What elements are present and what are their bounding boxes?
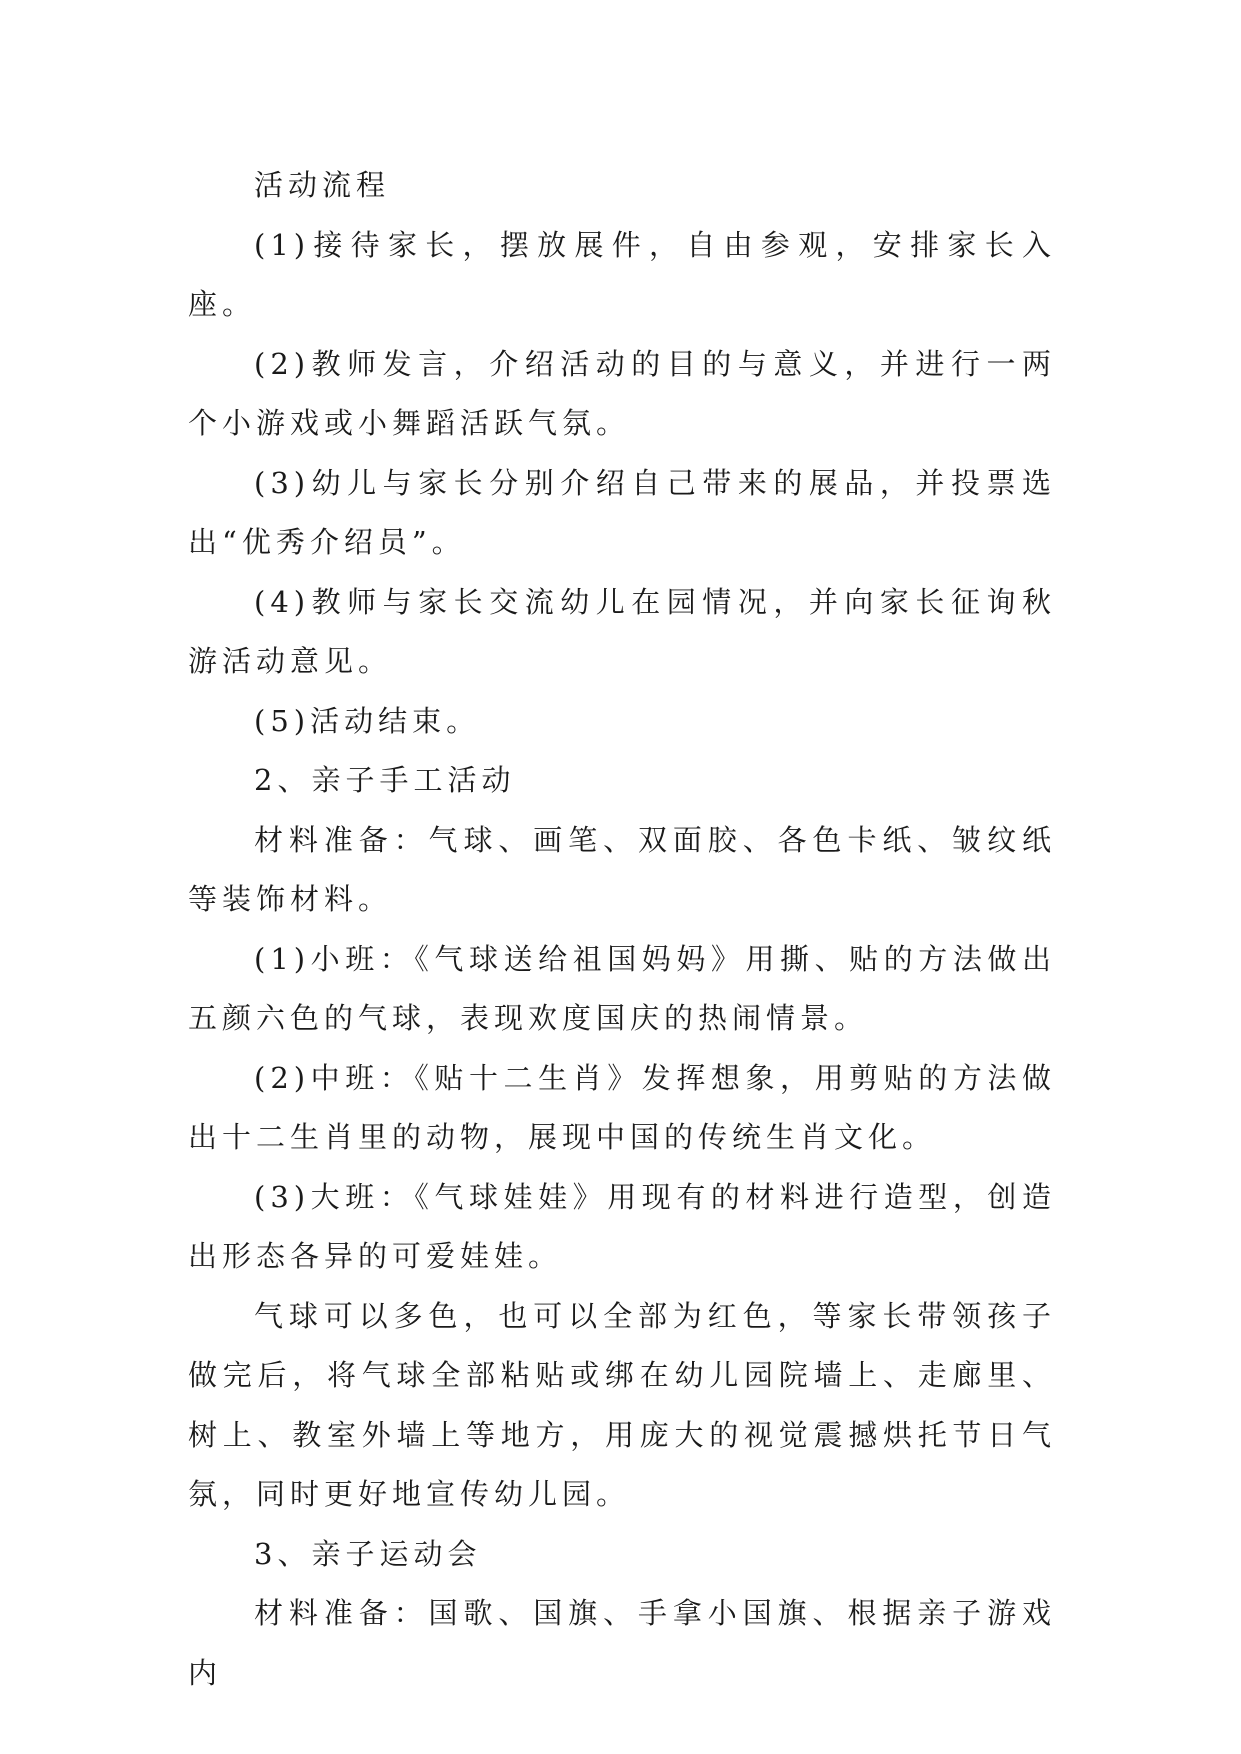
- paragraph-sports-materials: 材料准备：国歌、国旗、手拿小国旗、根据亲子游戏内: [188, 1596, 1056, 1690]
- paragraph-step-4: (4)教师与家长交流幼儿在园情况，并向家长征询秋游活动意见。: [188, 584, 1056, 678]
- section-heading-sports-meet: 3、亲子运动会: [254, 1536, 482, 1571]
- paragraph-middle-class: (2)中班：《贴十二生肖》发挥想象，用剪贴的方法做出十二生肖里的动物，展现中国的传统生肖文化。: [188, 1060, 1056, 1154]
- paragraph-step-3: (3)幼儿与家长分别介绍自己带来的展品，并投票选出“优秀介绍员”。: [188, 465, 1056, 559]
- section-heading-handcraft: 2、亲子手工活动: [254, 763, 516, 797]
- paragraph-step-2: (2)教师发言，介绍活动的目的与意义，并进行一两个小游戏或小舞蹈活跃气氛。: [188, 346, 1056, 440]
- paragraph-step-5: (5)活动结束。: [254, 703, 481, 738]
- paragraph-big-class: (3)大班：《气球娃娃》用现有的材料进行造型，创造出形态各异的可爱娃娃。: [188, 1179, 1056, 1273]
- document-body: [188, 156, 1056, 1703]
- paragraph-activity-flow-heading: 活动流程: [254, 168, 391, 202]
- paragraph-handcraft-materials: 材料准备：气球、画笔、双面胶、各色卡纸、皱纹纸等装饰材料。: [188, 822, 1056, 916]
- paragraph-small-class: (1)小班：《气球送给祖国妈妈》用撕、贴的方法做出五颜六色的气球，表现欢度国庆的热闹情景。: [188, 941, 1056, 1035]
- paragraph-step-1: (1)接待家长，摆放展件，自由参观，安排家长入座。: [188, 227, 1056, 321]
- paragraph-balloon-notes: 气球可以多色，也可以全部为红色，等家长带领孩子做完后，将气球全部粘贴或绑在幼儿园院墙上、走廊里、树上、教室外墙上等地方，用庞大的视觉震撼烘托节日气氛，同时更好地宣传幼儿园。: [188, 1298, 1056, 1511]
